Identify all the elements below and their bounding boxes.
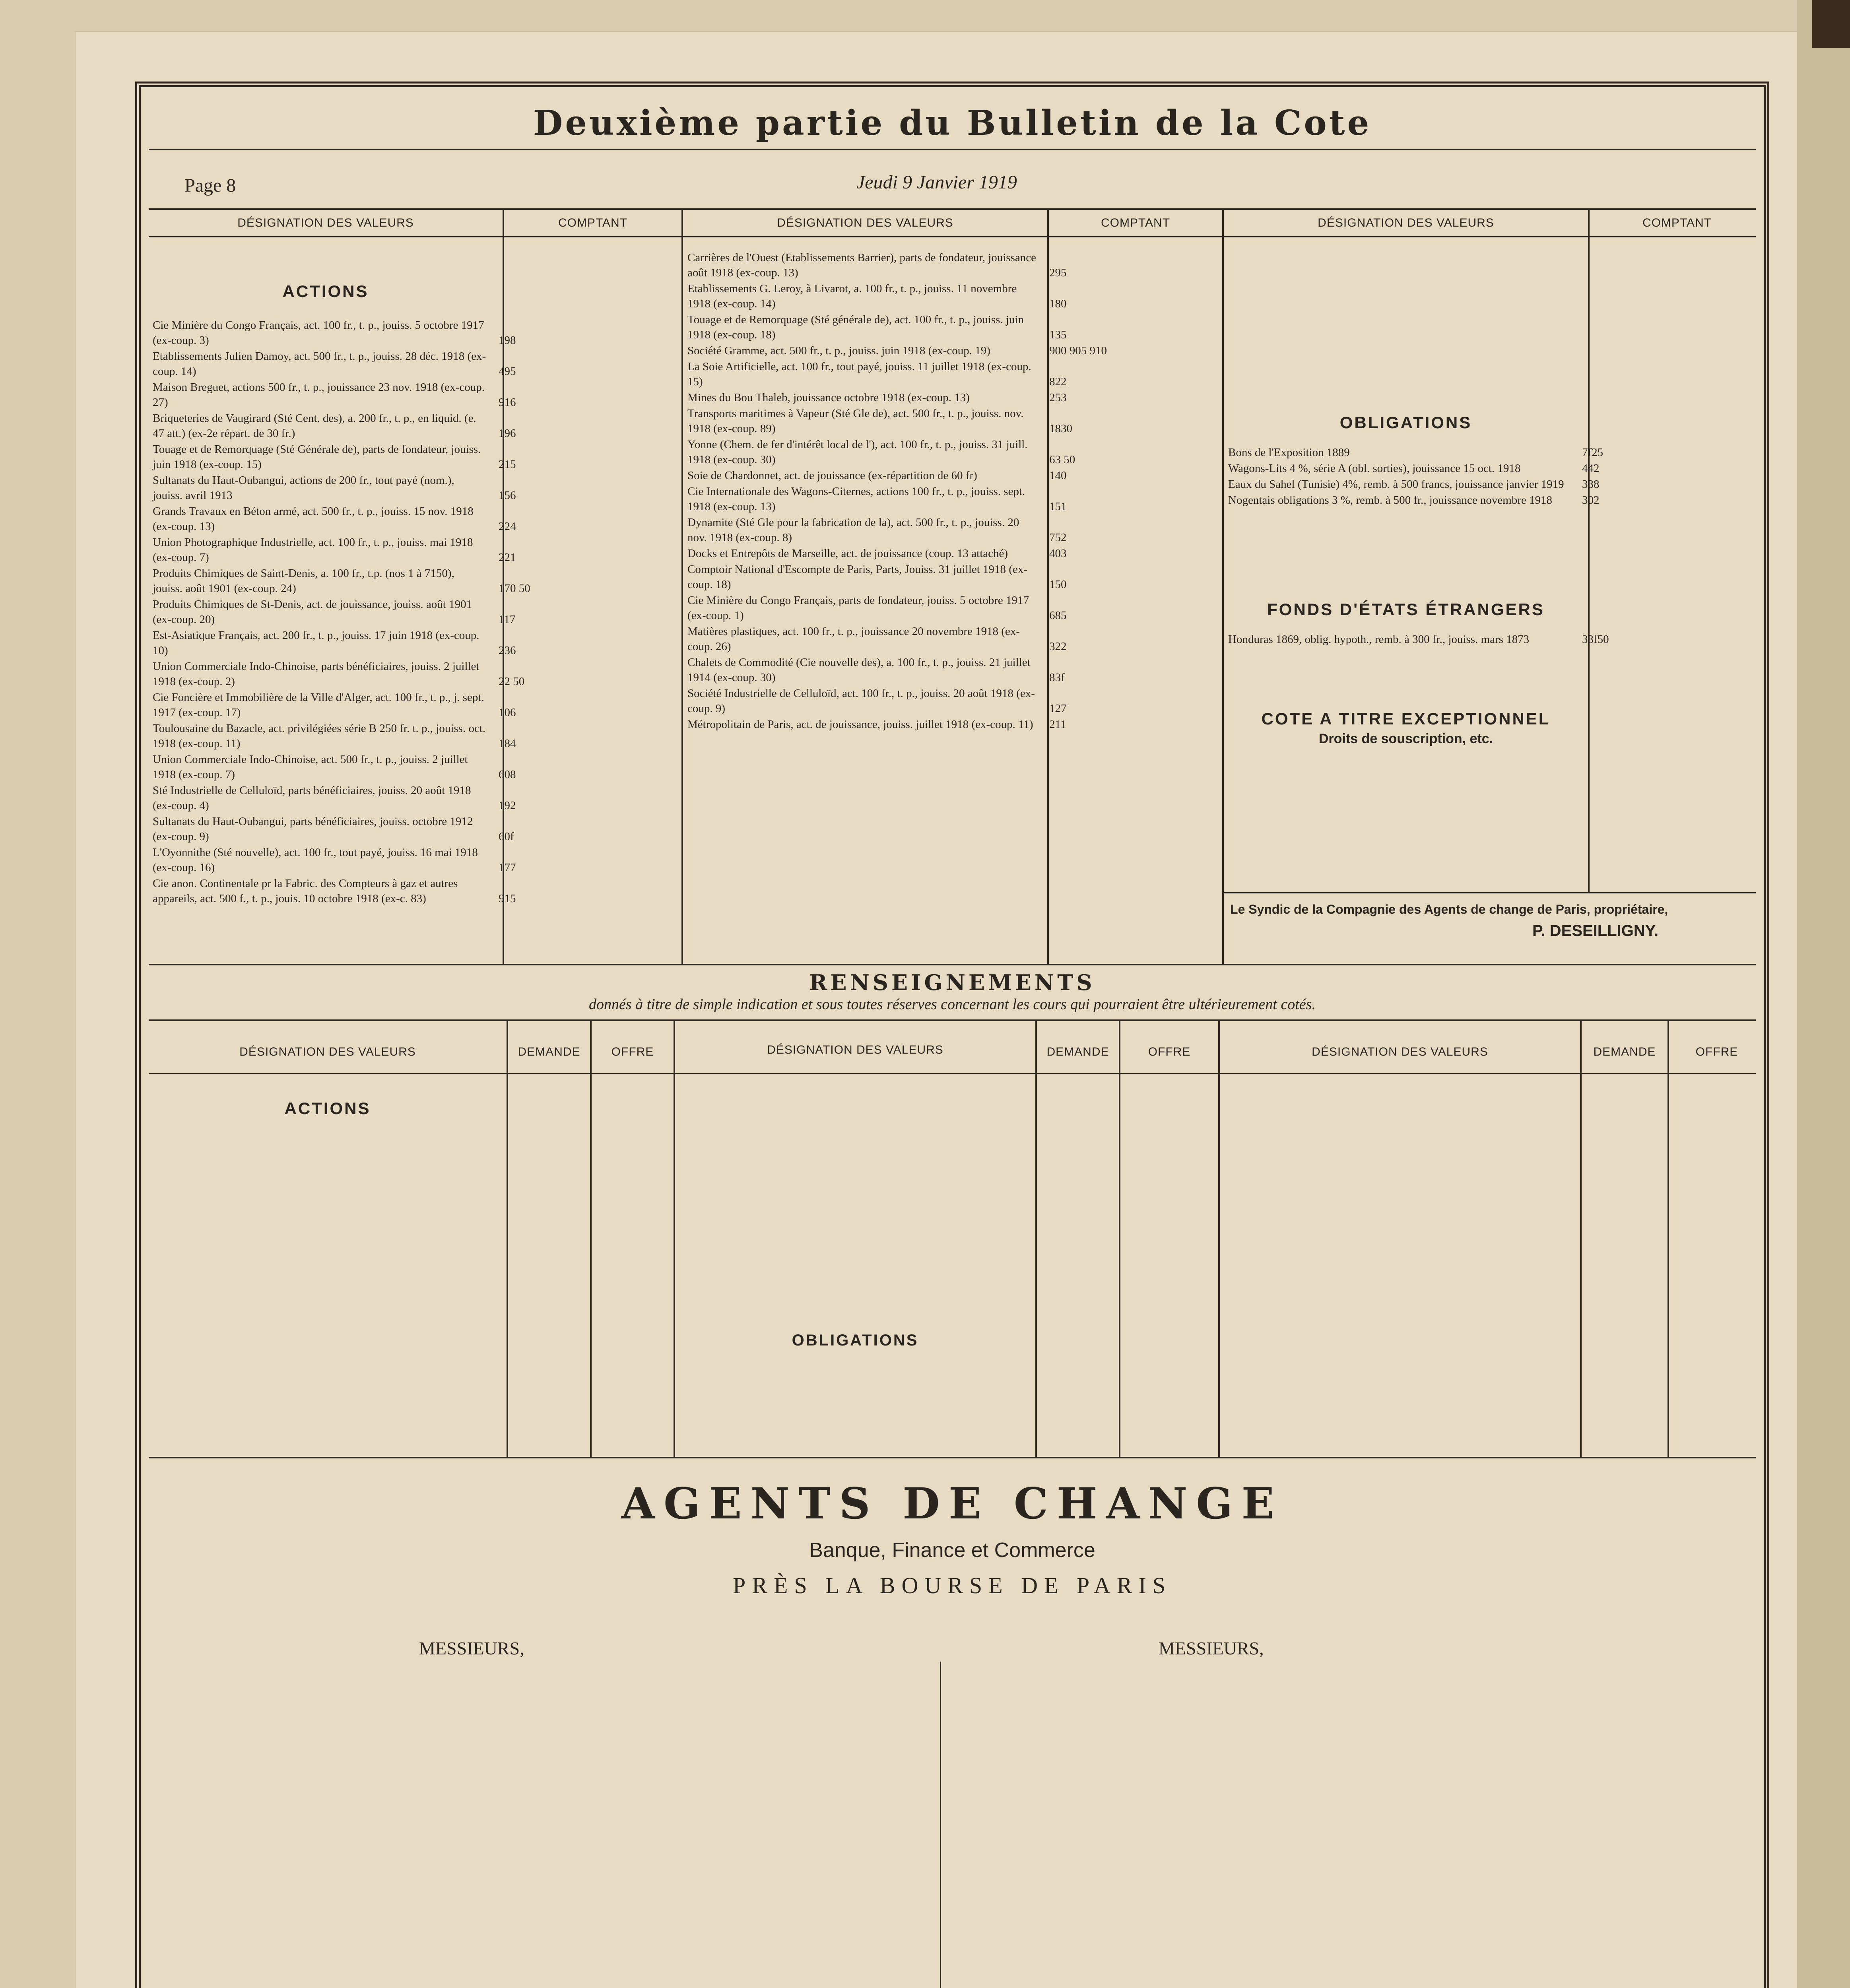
valeur-designation: Sultanats du Haut-Oubangui, parts bénéficiaires, jouiss. octobre 1912 (ex-coup. 9) bbox=[153, 815, 473, 843]
cours-comptant: 822 bbox=[1049, 375, 1067, 388]
cote-entry bbox=[153, 473, 677, 503]
divider bbox=[149, 964, 1756, 965]
cours-comptant: 156 bbox=[499, 489, 516, 502]
cours-comptant: 7f25 bbox=[1582, 446, 1603, 459]
cote-entry bbox=[687, 250, 1220, 280]
valeur-designation: Cie Minière du Congo Français, act. 100 fr., t. p., jouiss. 5 octobre 1917 (ex-coup. 3) bbox=[153, 319, 484, 347]
renseignements-title: RENSEIGNEMENTS bbox=[809, 970, 1095, 995]
valeur-designation: Cie Internationale des Wagons-Citernes, actions 100 fr., t. p., jouiss. sept. 1918 (ex-coup. 13) bbox=[687, 485, 1025, 513]
cours-comptant: 338 bbox=[1582, 478, 1600, 491]
cours-comptant: 608 bbox=[499, 768, 516, 781]
valeur-designation: Transports maritimes à Vapeur (Sté Gle de), act. 500 fr., t. p., jouiss. nov. 1918 (ex-coup. 89) bbox=[687, 407, 1024, 435]
cours-comptant: 140 bbox=[1049, 469, 1067, 482]
cote-entry bbox=[153, 876, 677, 906]
cote-entry bbox=[153, 535, 677, 565]
cours-comptant: 685 bbox=[1049, 609, 1067, 622]
cote-entry bbox=[153, 349, 677, 379]
valeur-designation: Sultanats du Haut-Oubangui, actions de 200 fr., tout payé (nom.), jouiss. avril 1913 bbox=[153, 474, 454, 502]
col-rule bbox=[1218, 1019, 1220, 1457]
cote-entry bbox=[153, 628, 677, 658]
cours-comptant: 403 bbox=[1049, 547, 1067, 560]
cours-comptant: 192 bbox=[499, 799, 516, 812]
cours-comptant: 198 bbox=[499, 334, 516, 347]
cote-entry bbox=[153, 845, 677, 875]
col-header-comptant: COMPTANT bbox=[1101, 216, 1171, 229]
cours-comptant: 295 bbox=[1049, 266, 1067, 279]
col-header-comptant: COMPTANT bbox=[558, 216, 628, 229]
cote-entry bbox=[153, 721, 677, 751]
valeur-designation: Nogentais obligations 3 %, remb. à 500 fr., jouissance novembre 1918 bbox=[1228, 494, 1553, 507]
col-header-demande: DEMANDE bbox=[1593, 1045, 1656, 1058]
valeur-designation: Etablissements Julien Damoy, act. 500 fr., t. p., jouiss. 28 déc. 1918 (ex-coup. 14) bbox=[153, 350, 486, 378]
divider bbox=[149, 1019, 1756, 1021]
agents-subtitle2: PRÈS LA BOURSE DE PARIS bbox=[733, 1573, 1172, 1598]
cote-entry bbox=[1228, 632, 1769, 647]
valeur-designation: Matières plastiques, act. 100 fr., t. p., jouissance 20 novembre 1918 (ex-coup. 26) bbox=[687, 625, 1020, 653]
valeur-designation: Société Gramme, act. 500 fr., t. p., jouiss. juin 1918 (ex-coup. 19) bbox=[687, 344, 990, 357]
valeur-designation: Chalets de Commodité (Cie nouvelle des), a. 100 fr., t. p., jouiss. 21 juillet 1914 (ex-coup. 30) bbox=[687, 656, 1031, 684]
valeur-designation: Sté Industrielle de Celluloïd, parts bénéficiaires, jouiss. 20 août 1918 (ex-coup. 4) bbox=[153, 784, 471, 812]
valeur-designation: Toulousaine du Bazacle, act. privilégiées série B 250 fr. t. p., jouiss. oct. 1918 (ex-coup. 11) bbox=[153, 722, 486, 750]
cours-comptant: 302 bbox=[1582, 494, 1600, 507]
cours-comptant: 150 bbox=[1049, 578, 1067, 591]
cote-entry bbox=[153, 752, 677, 782]
valeur-designation: Société Industrielle de Celluloïd, act. 100 fr., t. p., jouiss. 20 août 1918 (ex-coup. 9) bbox=[687, 687, 1035, 715]
cote-entry bbox=[153, 411, 677, 441]
cours-comptant: 211 bbox=[1049, 718, 1066, 731]
cote-entry bbox=[1228, 493, 1769, 508]
col-rule bbox=[1222, 208, 1224, 964]
cote-entry bbox=[1228, 477, 1769, 492]
valeur-designation: Dynamite (Sté Gle pour la fabrication de la), act. 500 fr., t. p., jouiss. 20 nov. 1918 (ex-coup. 8) bbox=[687, 516, 1019, 544]
valeur-designation: Eaux du Sahel (Tunisie) 4%, remb. à 500 francs, jouissance janvier 1919 bbox=[1228, 478, 1564, 491]
section-etats-etrangers: FONDS D'ÉTATS ÉTRANGERS bbox=[1267, 600, 1545, 619]
cours-comptant: 33f50 bbox=[1582, 633, 1609, 646]
cours-comptant: 184 bbox=[499, 737, 516, 750]
cours-comptant: 106 bbox=[499, 706, 516, 719]
valeur-designation: Wagons-Lits 4 %, série A (obl. sorties), jouissance 15 oct. 1918 bbox=[1228, 462, 1521, 475]
col-header-offre: OFFRE bbox=[611, 1045, 654, 1058]
col-header-designation: DÉSIGNATION DES VALEURS bbox=[777, 216, 953, 229]
cote-entry bbox=[687, 312, 1220, 342]
cote-entry bbox=[687, 281, 1220, 311]
cote-entry bbox=[153, 783, 677, 813]
cote-etrangers-list bbox=[1228, 632, 1769, 648]
col-rule bbox=[1119, 1019, 1120, 1457]
cours-comptant: 322 bbox=[1049, 640, 1067, 653]
cote-entry bbox=[1228, 461, 1769, 476]
cote-entry bbox=[687, 686, 1220, 716]
section-subtitle: Droits de souscription, etc. bbox=[1318, 731, 1493, 746]
valeur-designation: Docks et Entrepôts de Marseille, act. de jouissance (coup. 13 attaché) bbox=[687, 547, 1008, 560]
col-rule bbox=[940, 1662, 941, 1988]
binding-corner bbox=[1812, 0, 1850, 48]
cours-comptant: 170 50 bbox=[499, 582, 530, 595]
cote-entry bbox=[1228, 445, 1769, 460]
header-rule bbox=[149, 236, 1756, 237]
cote-entry bbox=[687, 468, 1220, 483]
col-header-comptant: COMPTANT bbox=[1642, 216, 1712, 229]
valeur-designation: Grands Travaux en Béton armé, act. 500 fr., t. p., jouiss. 15 nov. 1918 (ex-coup. 13) bbox=[153, 505, 474, 533]
col-rule bbox=[1035, 1019, 1037, 1457]
valeur-designation: Union Commerciale Indo-Chinoise, parts bénéficiaires, jouiss. 2 juillet 1918 (ex-coup. 2) bbox=[153, 660, 479, 688]
divider bbox=[149, 1457, 1756, 1458]
valeur-designation: Union Commerciale Indo-Chinoise, act. 500 fr., t. p., jouiss. 2 juillet 1918 (ex-coup. 7) bbox=[153, 753, 468, 781]
cote-entry bbox=[153, 318, 677, 348]
section-actions: ACTIONS bbox=[282, 282, 369, 301]
agents-title: AGENTS DE CHANGE bbox=[621, 1479, 1283, 1529]
valeur-designation: Touage et de Remorquage (Sté générale de), act. 100 fr., t. p., jouiss. juin 1918 (ex-coup. 18) bbox=[687, 313, 1024, 341]
syndic-line: Le Syndic de la Compagnie des Agents de change de Paris, propriétaire, bbox=[1230, 902, 1668, 916]
issue-date: Jeudi 9 Janvier 1919 bbox=[856, 172, 1017, 193]
cours-comptant: 900 905 910 bbox=[1049, 344, 1107, 357]
cours-comptant: 236 bbox=[499, 644, 516, 657]
valeur-designation: Cie anon. Continentale pr la Fabric. des Compteurs à gaz et autres appareils, act. 500 f., t. p., jouis. 10 octobre 1918 (ex-c. 83) bbox=[153, 877, 458, 905]
section-cote-exceptionnel: COTE A TITRE EXCEPTIONNEL bbox=[1261, 709, 1551, 728]
cote-entry bbox=[687, 624, 1220, 654]
cote-entry bbox=[687, 593, 1220, 623]
valeur-designation: Briqueteries de Vaugirard (Sté Cent. des), a. 200 fr., t. p., en liquid. (e. 47 att.) (ex-2e répart. de 30 fr.) bbox=[153, 412, 476, 440]
col-header-offre: OFFRE bbox=[1148, 1045, 1191, 1058]
divider bbox=[1222, 892, 1756, 893]
cours-comptant: 915 bbox=[499, 892, 516, 905]
valeur-designation: L'Oyonnithe (Sté nouvelle), act. 100 fr., tout payé, jouiss. 16 mai 1918 (ex-coup. 16) bbox=[153, 846, 478, 874]
cote-entry bbox=[687, 390, 1220, 405]
divider bbox=[149, 208, 1756, 210]
valeur-designation: Maison Breguet, actions 500 fr., t. p., jouissance 23 nov. 1918 (ex-coup. 27) bbox=[153, 381, 485, 409]
syndic-name: P. DESEILLIGNY. bbox=[1532, 922, 1659, 940]
col-rule bbox=[1588, 208, 1590, 892]
cours-comptant: 83f bbox=[1049, 671, 1065, 684]
cours-comptant: 63 50 bbox=[1049, 453, 1075, 466]
cote-entry bbox=[153, 380, 677, 410]
divider bbox=[149, 149, 1756, 150]
cote-entry bbox=[153, 659, 677, 689]
cote-entry bbox=[687, 484, 1220, 514]
cote-entry bbox=[153, 442, 677, 472]
messieurs-right: MESSIEURS, bbox=[1159, 1638, 1264, 1658]
cours-comptant: 117 bbox=[499, 613, 516, 626]
valeur-designation: Etablissements G. Leroy, à Livarot, a. 100 fr., t. p., jouiss. 11 novembre 1918 (ex-coup. 14) bbox=[687, 282, 1017, 310]
cours-comptant: 221 bbox=[499, 551, 516, 564]
cours-comptant: 177 bbox=[499, 861, 516, 874]
cote-entry bbox=[153, 690, 677, 720]
valeur-designation: La Soie Artificielle, act. 100 fr., tout payé, jouiss. 11 juillet 1918 (ex-coup. 15) bbox=[687, 360, 1031, 388]
valeur-designation: Comptoir National d'Escompte de Paris, Parts, Jouiss. 31 juillet 1918 (ex-coup. 18) bbox=[687, 563, 1027, 591]
col-rule bbox=[1580, 1019, 1582, 1457]
cote-entry bbox=[687, 515, 1220, 545]
valeur-designation: Carrières de l'Ouest (Etablissements Barrier), parts de fondateur, jouissance août 1918 (ex-coup. 13) bbox=[687, 251, 1036, 279]
valeur-designation: Touage et de Remorquage (Sté Générale de), parts de fondateur, jouiss. juin 1918 (ex-coup. 15) bbox=[153, 443, 481, 471]
cote-entry bbox=[687, 717, 1220, 732]
col-header-offre: OFFRE bbox=[1695, 1045, 1738, 1058]
valeur-designation: Produits Chimiques de Saint-Denis, a. 100 fr., t.p. (nos 1 à 7150), jouiss. août 1901 (ex-coup. 24) bbox=[153, 567, 454, 595]
cours-comptant: 224 bbox=[499, 520, 516, 533]
cours-comptant: 495 bbox=[499, 365, 516, 378]
col-header-designation: DÉSIGNATION DES VALEURS bbox=[1318, 216, 1494, 229]
cote-entry bbox=[687, 359, 1220, 389]
agents-subtitle: Banque, Finance et Commerce bbox=[809, 1539, 1095, 1562]
col-header-designation: DÉSIGNATION DES VALEURS bbox=[239, 1045, 416, 1058]
valeur-designation: Mines du Bou Thaleb, jouissance octobre 1918 (ex-coup. 13) bbox=[687, 391, 970, 404]
renseignements-subtitle: donnés à titre de simple indication et sous toutes réserves concernant les cours qui pourraient être ultérieurement cotés. bbox=[589, 996, 1316, 1013]
cours-comptant: 1830 bbox=[1049, 422, 1072, 435]
cours-comptant: 180 bbox=[1049, 297, 1067, 310]
valeur-designation: Bons de l'Exposition 1889 bbox=[1228, 446, 1350, 459]
cours-comptant: 752 bbox=[1049, 531, 1067, 544]
cours-comptant: 215 bbox=[499, 458, 516, 471]
valeur-designation: Union Photographique Industrielle, act. 100 fr., t. p., jouiss. mai 1918 (ex-coup. 7) bbox=[153, 536, 473, 564]
bulletin-frame bbox=[135, 82, 1769, 1988]
page-edge bbox=[1797, 0, 1850, 1988]
col-header-designation: DÉSIGNATION DES VALEURS bbox=[767, 1043, 943, 1056]
cote-col2-list bbox=[687, 250, 1220, 733]
valeur-designation: Métropolitain de Paris, act. de jouissance, jouiss. juillet 1918 (ex-coup. 11) bbox=[687, 718, 1033, 731]
col-header-demande: DEMANDE bbox=[1046, 1045, 1109, 1058]
col-rule bbox=[681, 208, 683, 964]
cours-comptant: 60f bbox=[499, 830, 514, 843]
valeur-designation: Cie Foncière et Immobilière de la Ville d'Alger, act. 100 fr., t. p., j. sept. 1917 (ex-coup. 17) bbox=[153, 691, 484, 719]
cours-comptant: 135 bbox=[1049, 328, 1067, 341]
cote-entry bbox=[687, 546, 1220, 561]
section-obligations: OBLIGATIONS bbox=[792, 1332, 919, 1349]
bulletin-title: Deuxième partie du Bulletin de la Cote bbox=[533, 103, 1372, 143]
col-rule bbox=[674, 1019, 675, 1457]
cours-comptant: 916 bbox=[499, 396, 516, 409]
col-rule bbox=[590, 1019, 592, 1457]
col-header-demande: DEMANDE bbox=[518, 1045, 580, 1058]
col-header-designation: DÉSIGNATION DES VALEURS bbox=[237, 216, 414, 229]
page-number: Page 8 bbox=[184, 175, 236, 196]
cours-comptant: 196 bbox=[499, 427, 516, 440]
col-rule bbox=[507, 1019, 508, 1457]
cote-entry bbox=[687, 406, 1220, 436]
cote-entry bbox=[153, 814, 677, 844]
valeur-designation: Soie de Chardonnet, act. de jouissance (ex-répartition de 60 fr) bbox=[687, 469, 977, 482]
cours-comptant: 151 bbox=[1049, 500, 1067, 513]
cote-entry bbox=[153, 566, 677, 596]
valeur-designation: Est-Asiatique Français, act. 200 fr., t. p., jouiss. 17 juin 1918 (ex-coup. 10) bbox=[153, 629, 479, 657]
section-actions: ACTIONS bbox=[284, 1099, 371, 1118]
valeur-designation: Yonne (Chem. de fer d'intérêt local de l'), act. 100 fr., t. p., jouiss. 31 juill. 1918 (ex-coup. 30) bbox=[687, 438, 1028, 466]
cours-comptant: 442 bbox=[1582, 462, 1600, 475]
cours-comptant: 127 bbox=[1049, 702, 1067, 715]
section-obligations: OBLIGATIONS bbox=[1339, 413, 1472, 432]
cote-entry bbox=[687, 343, 1220, 358]
cote-col1-list bbox=[153, 318, 677, 907]
valeur-designation: Produits Chimiques de St-Denis, act. de jouissance, jouiss. août 1901 (ex-coup. 20) bbox=[153, 598, 472, 626]
valeur-designation: Cie Minière du Congo Français, parts de fondateur, jouiss. 5 octobre 1917 (ex-coup. 1) bbox=[687, 594, 1029, 622]
col-header-designation: DÉSIGNATION DES VALEURS bbox=[1312, 1045, 1488, 1058]
cote-entry bbox=[687, 437, 1220, 467]
cote-entry bbox=[687, 562, 1220, 592]
valeur-designation: Honduras 1869, oblig. hypoth., remb. à 300 fr., jouiss. mars 1873 bbox=[1228, 633, 1530, 646]
cours-comptant: 22 50 bbox=[499, 675, 525, 688]
cote-entry bbox=[153, 504, 677, 534]
cote-entry bbox=[687, 655, 1220, 685]
cote-obligations-list bbox=[1228, 445, 1769, 509]
header-rule bbox=[149, 1073, 1756, 1074]
col-rule bbox=[1668, 1019, 1669, 1457]
cote-entry bbox=[153, 597, 677, 627]
messieurs-left: MESSIEURS, bbox=[419, 1638, 524, 1658]
cours-comptant: 253 bbox=[1049, 391, 1067, 404]
